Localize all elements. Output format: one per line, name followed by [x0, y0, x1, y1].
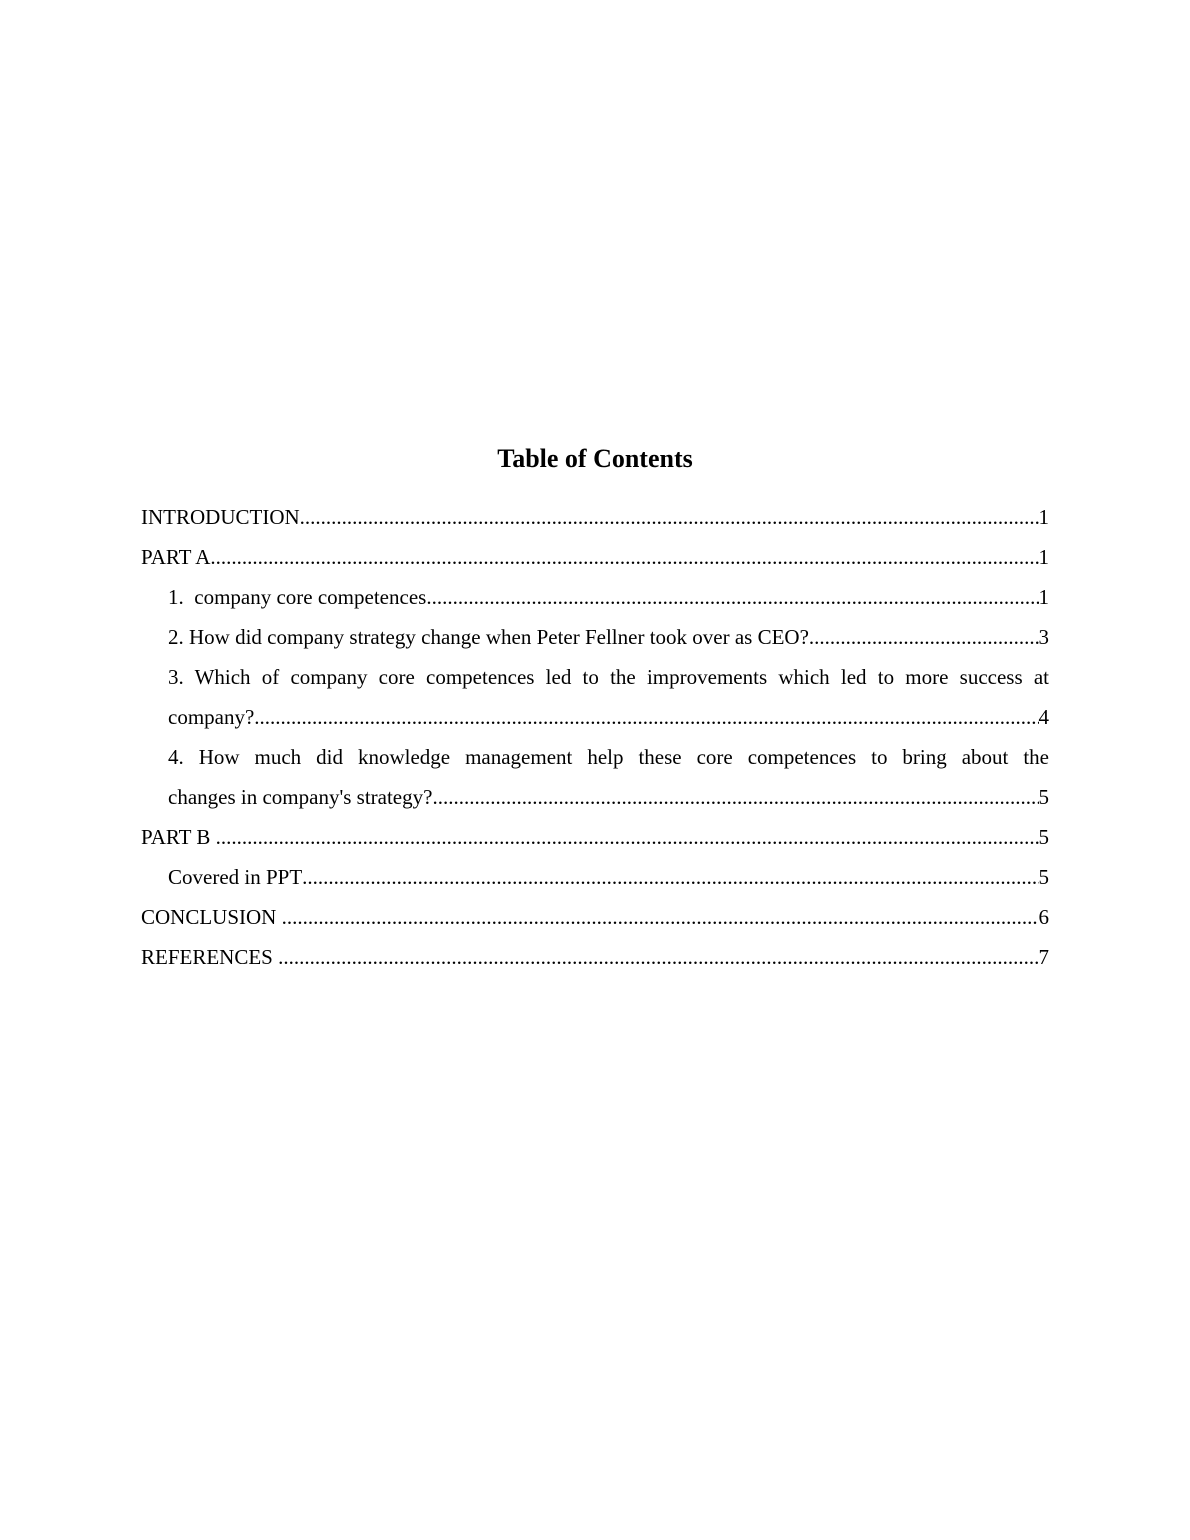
toc-entry-strategy-change[interactable] [141, 617, 1049, 657]
dot-leader [432, 777, 1038, 817]
toc-entry-page: 1 [1038, 585, 1049, 609]
toc-entry-core-competences[interactable] [141, 577, 1049, 617]
toc-entry-label-line2: changes in company's strategy? [168, 785, 433, 809]
toc-entry-introduction[interactable] [141, 497, 1049, 537]
toc-entry-label: 2. How did company strategy change when Peter Fellner took over as CEO? [168, 625, 809, 649]
table-of-contents [141, 443, 1049, 977]
toc-entry-label: Covered in PPT [168, 865, 303, 889]
toc-entry-label: REFERENCES [141, 945, 279, 969]
toc-title: Table of Contents [497, 444, 693, 473]
toc-entry-page: 5 [1038, 785, 1049, 809]
toc-entry-label: INTRODUCTION [141, 505, 300, 529]
toc-entry-label: PART A [141, 545, 211, 569]
dot-leader [254, 697, 1038, 737]
dot-leader [809, 617, 1039, 657]
toc-entry-page: 6 [1038, 905, 1049, 929]
toc-entry-page: 7 [1038, 945, 1049, 969]
toc-entry-page: 4 [1038, 705, 1049, 729]
toc-entry-page: 1 [1038, 545, 1049, 569]
toc-entry-page: 5 [1038, 825, 1049, 849]
dot-leader [282, 897, 1039, 937]
toc-entry-page: 3 [1038, 625, 1049, 649]
toc-entry-part-b[interactable] [141, 817, 1049, 857]
toc-entry-covered-in-ppt[interactable] [141, 857, 1049, 897]
dot-leader [216, 817, 1039, 857]
dot-leader [302, 857, 1038, 897]
toc-entry-label-line1: 3. Which of company core competences led to the improvements which led to more success at [168, 665, 1049, 689]
dot-leader [278, 937, 1038, 977]
toc-entry-references[interactable] [141, 937, 1049, 977]
dot-leader [210, 537, 1038, 577]
toc-entry-label: 1. company core competences [168, 585, 427, 609]
toc-entry-label-line2: company? [168, 705, 255, 729]
toc-entry-label: PART B [141, 825, 216, 849]
dot-leader [300, 497, 1039, 537]
toc-entry-part-a[interactable] [141, 537, 1049, 577]
toc-entry-label: CONCLUSION [141, 905, 282, 929]
dot-leader [426, 577, 1038, 617]
toc-entry-label-line1: 4. How much did knowledge management help these core competences to bring about the [168, 745, 1049, 769]
toc-entry-knowledge-management[interactable] [141, 737, 1049, 817]
toc-entry-conclusion[interactable] [141, 897, 1049, 937]
toc-entry-page: 5 [1038, 865, 1049, 889]
toc-entry-improvements[interactable] [141, 657, 1049, 737]
toc-entry-page: 1 [1038, 505, 1049, 529]
